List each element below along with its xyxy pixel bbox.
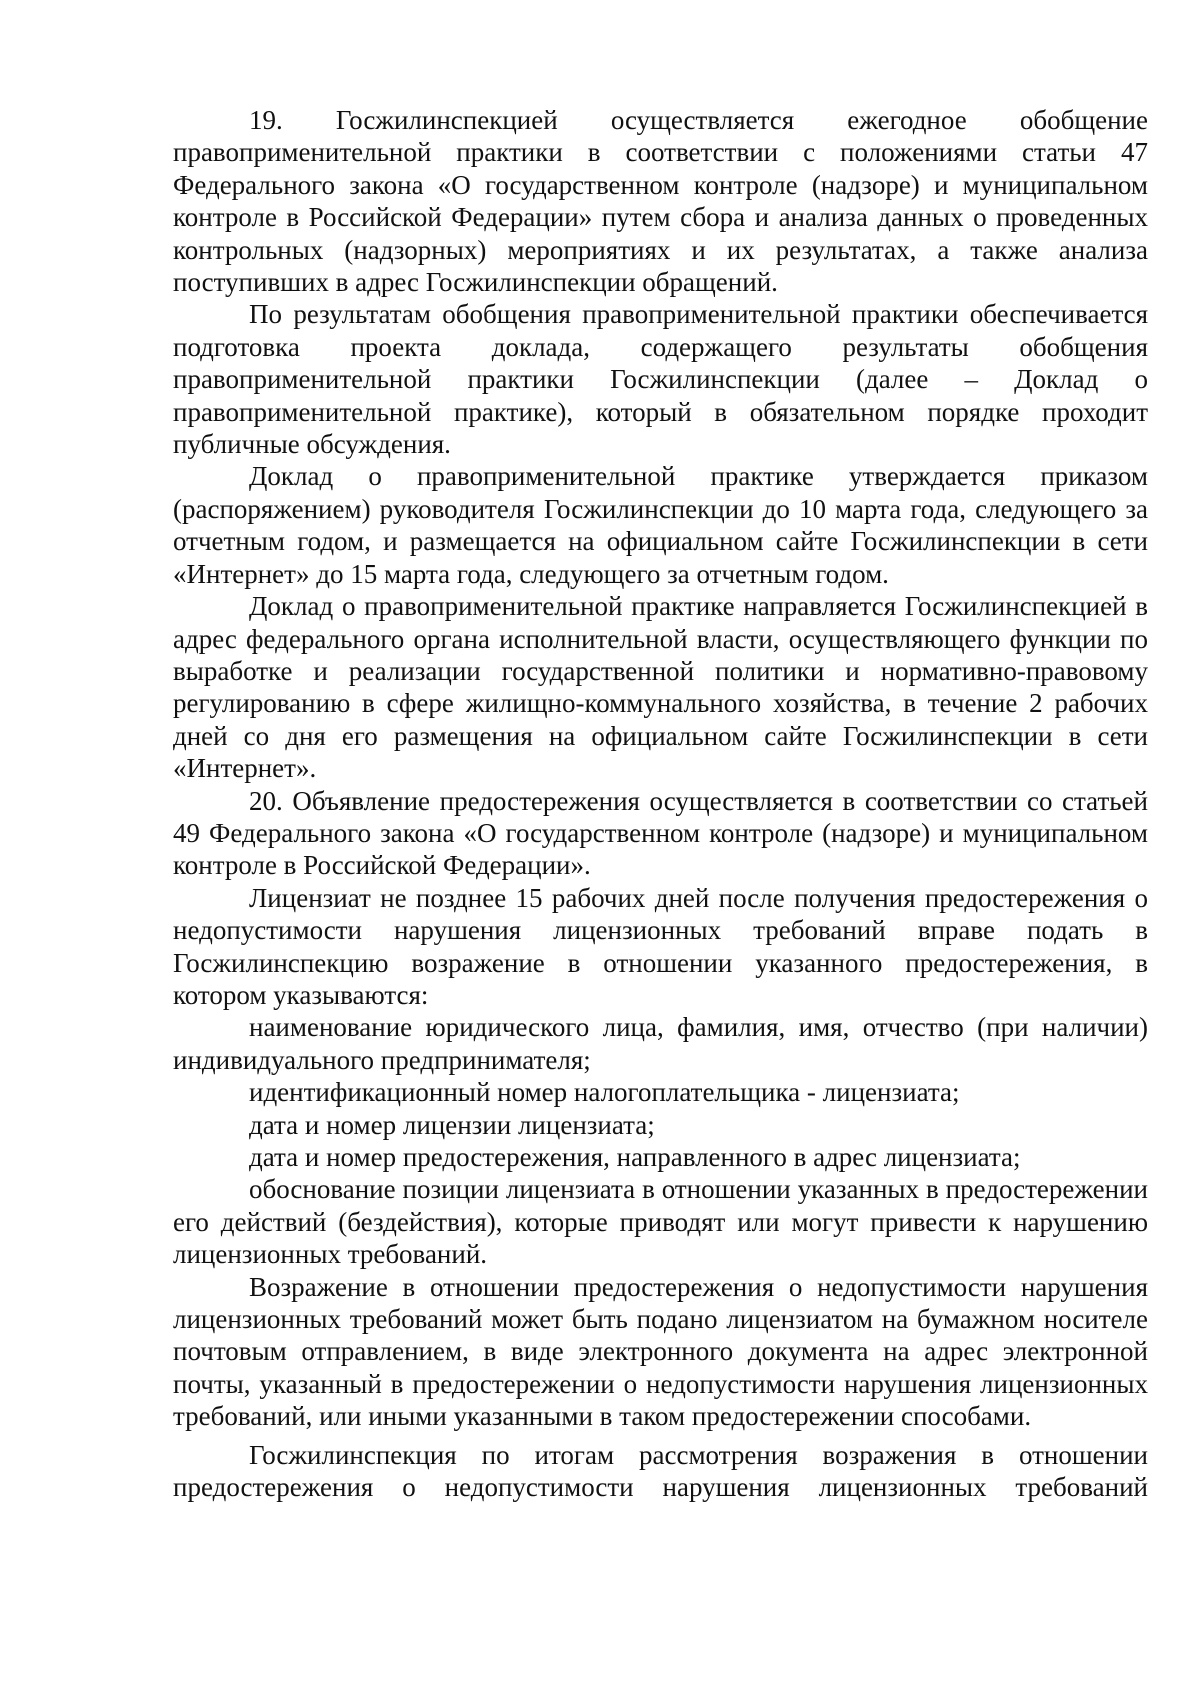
paragraph-objection-review: Госжилинспекция по итогам рассмотрения возражения в отношении предостережения о недопустимости нарушения лицензионных требований bbox=[173, 1439, 1148, 1503]
list-item-license-date: дата и номер лицензии лицензиата; bbox=[249, 1109, 655, 1140]
list-item-warning-date: дата и номер предостережения, направленного в адрес лицензиата; bbox=[249, 1142, 1021, 1172]
paragraph-20-warning: 20. Объявление предостережения осуществляется в соответствии со статьей 49 Федерального закона «О государственном контроле (надзоре) и муниципальном контроле в Российской Федерации». bbox=[173, 785, 1148, 881]
paragraph-19-summary: 19. Госжилинспекцией осуществляется ежегодное обобщение правоприменительной практики в соответствии с положениями статьи 47 Федерального закона «О государственном контроле (надзоре) и муниципальном контроле в Российской Федерации» путем сбора и анализа данных о проведенных контрольных (надзорных) мероприятиях и их результатах, а также анализа поступивших в адрес Госжилинспекции обращений. bbox=[173, 105, 1148, 298]
list-item-inn: идентификационный номер налогоплательщика - лицензиата; bbox=[249, 1077, 960, 1108]
paragraph-report-approval: Доклад о правоприменительной практике утверждается приказом (распоряжением) руководителя Госжилинспекции до 10 марта года, следующего за отчетным годом, и размещается на официальном сайте Госжилинспекции в сети «Интернет» до 15 марта года, следующего за отчетным годом. bbox=[173, 461, 1148, 589]
paragraph-report-preparation: По результатам обобщения правоприменительной практики обеспечивается подготовка проекта доклада, содержащего результаты обобщения правоприменительной практики Госжилинспекции (далее – Доклад о правоприменительной практике), который в обязательном порядке проходит публичные обсуждения. bbox=[173, 299, 1148, 460]
list-item-justification: обоснование позиции лицензиата в отношении указанных в предостережении его действий (бездействия), которые приводят или могут привести к нарушению лицензионных требований. bbox=[173, 1174, 1148, 1270]
paragraph-report-submission: Доклад о правоприменительной практике направляется Госжилинспекцией в адрес федерального органа исполнительной власти, осуществляющего функции по выработке и реализации государственной политики и нормативно-правовому регулированию в сфере жилищно-коммунального хозяйства, в течение 2 рабочих дней со дня его размещения на официальном сайте Госжилинспекции в сети «Интернет». bbox=[173, 591, 1148, 784]
paragraph-objection-right: Лицензиат не позднее 15 рабочих дней после получения предостережения о недопустимости нарушения лицензионных требований вправе подать в Госжилинспекцию возражение в отношении указанного предостережения, в котором указываются: bbox=[173, 882, 1148, 1010]
document-page bbox=[173, 104, 1148, 1664]
list-item-licensee-name: наименование юридического лица, фамилия, имя, отчество (при наличии) индивидуального предпринимателя; bbox=[173, 1012, 1148, 1075]
paragraph-objection-methods: Возражение в отношении предостережения о недопустимости нарушения лицензионных требований может быть подано лицензиатом на бумажном носителе почтовым отправлением, в виде электронного документа на адрес электронной почты, указанный в предостережении о недопустимости нарушения лицензионных требований, или иными указанными в таком предостережении способами. bbox=[173, 1271, 1148, 1432]
